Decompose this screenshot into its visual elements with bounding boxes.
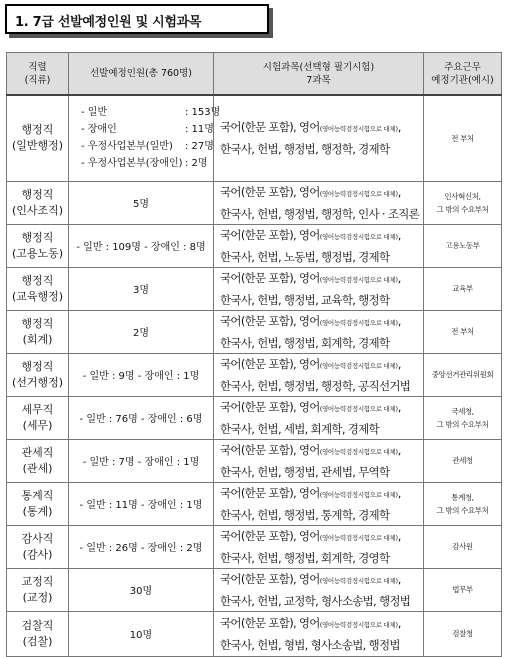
subjects-cell: 국어(한문 포함), 영어(영어능력검정시험으로 대체), 한국사, 헌법, 세법, 회계학, 경제학 — [214, 396, 424, 439]
count-item: - 일반 : 153명 — [81, 107, 221, 119]
position-cell: 행정직 (인사조직) — [7, 181, 69, 224]
position-cell: 검찰직 (검찰) — [7, 611, 69, 656]
count-item: - 우정사업본부(일반) : 27명 — [81, 141, 214, 153]
subjects-cell: 국어(한문 포함), 영어(영어능력검정시험으로 대체), 한국사, 헌법, 행정법, 행정학, 경제학 — [214, 95, 424, 181]
header-subjects: 시험과목(선택형 필기시험) 7과목 — [214, 53, 424, 96]
table-row — [7, 568, 502, 611]
table-row — [7, 482, 502, 525]
count-item: - 장애인 : 11명 — [81, 124, 214, 136]
agency-cell: 중앙선거관리위원회 — [424, 353, 502, 396]
subjects-cell: 국어(한문 포함), 영어(영어능력검정시험으로 대체), 한국사, 헌법, 행정법, 행정학, 공직선거법 — [214, 353, 424, 396]
header-agency: 주요근무 예정기관(예시) — [424, 53, 502, 96]
subjects-cell: 국어(한문 포함), 영어(영어능력검정시험으로 대체), 한국사, 헌법, 행정법, 교육학, 행정학 — [214, 267, 424, 310]
title-box — [5, 4, 269, 34]
count-cell: - 일반 : 109명 - 장애인 : 8명 — [69, 224, 214, 267]
agency-cell: 통계청, 그 밖의 수요부처 — [424, 482, 502, 525]
count-cell: - 일반 : 11명 - 장애인 : 1명 — [69, 482, 214, 525]
agency-cell: 검찰청 — [424, 611, 502, 656]
agency-cell: 교육부 — [424, 267, 502, 310]
agency-cell: 국세청, 그 밖의 수요부처 — [424, 396, 502, 439]
position-cell: 행정직 (선거행정) — [7, 353, 69, 396]
subjects-cell: 국어(한문 포함), 영어(영어능력검정시험으로 대체), 한국사, 헌법, 행정법, 통계학, 경제학 — [214, 482, 424, 525]
agency-cell: 관세청 — [424, 439, 502, 482]
subjects-cell: 국어(한문 포함), 영어(영어능력검정시험으로 대체), 한국사, 헌법, 행정법, 관세법, 무역학 — [214, 439, 424, 482]
subjects-cell: 국어(한문 포함), 영어(영어능력검정시험으로 대체), 한국사, 헌법, 행정법, 회계학, 경제학 — [214, 310, 424, 353]
count-cell: 30명 — [69, 568, 214, 611]
count-cell: 3명 — [69, 267, 214, 310]
position-cell: 감사직 (감사) — [7, 525, 69, 568]
header-position: 직렬 (직류) — [7, 53, 69, 96]
table-row — [7, 396, 502, 439]
position-cell: 통계직 (통계) — [7, 482, 69, 525]
table-header-row — [7, 53, 502, 96]
count-cell: - 일반 : 9명 - 장애인 : 1명 — [69, 353, 214, 396]
count-item: - 우정사업본부(장애인) : 2명 — [81, 158, 208, 170]
subjects-cell: 국어(한문 포함), 영어(영어능력검정시험으로 대체), 한국사, 헌법, 노동법, 행정법, 경제학 — [214, 224, 424, 267]
position-cell: 교정직 (교정) — [7, 568, 69, 611]
table-row — [7, 267, 502, 310]
table-row — [7, 439, 502, 482]
table-row — [7, 224, 502, 267]
count-cell: - 일반 : 76명 - 장애인 : 6명 — [69, 396, 214, 439]
agency-cell: 전 부처 — [424, 310, 502, 353]
page-title: 1. 7급 선발예정인원 및 시험과목 — [15, 15, 202, 30]
table-row — [7, 353, 502, 396]
table-row — [7, 95, 502, 181]
count-cell: 10명 — [69, 611, 214, 656]
position-cell: 행정직 (일반행정) — [7, 95, 69, 181]
count-cell: 5명 — [69, 181, 214, 224]
table-row — [7, 310, 502, 353]
agency-cell: 감사원 — [424, 525, 502, 568]
table-row — [7, 181, 502, 224]
subjects-cell: 국어(한문 포함), 영어(영어능력검정시험으로 대체), 한국사, 헌법, 행정법, 행정학, 인사 · 조직론 — [214, 181, 424, 224]
header-count: 선발예정인원(총 760명) — [69, 53, 214, 96]
subjects-cell: 국어(한문 포함), 영어(영어능력검정시험으로 대체), 한국사, 헌법, 행정법, 회계학, 경영학 — [214, 525, 424, 568]
position-cell: 세무직 (세무) — [7, 396, 69, 439]
count-cell: - 일반 : 26명 - 장애인 : 2명 — [69, 525, 214, 568]
table-row — [7, 525, 502, 568]
position-cell: 행정직 (회계) — [7, 310, 69, 353]
agency-cell: 법무부 — [424, 568, 502, 611]
count-cell: 2명 — [69, 310, 214, 353]
position-cell: 행정직 (교육행정) — [7, 267, 69, 310]
agency-cell: 인사혁신처, 그 밖의 수요부처 — [424, 181, 502, 224]
subjects-cell: 국어(한문 포함), 영어(영어능력검정시험으로 대체), 한국사, 헌법, 형법, 형사소송법, 행정법 — [214, 611, 424, 656]
agency-cell: 고용노동부 — [424, 224, 502, 267]
table-row — [7, 611, 502, 656]
count-cell: - 일반 : 7명 - 장애인 : 1명 — [69, 439, 214, 482]
position-cell: 관세직 (관세) — [7, 439, 69, 482]
count-cell — [69, 95, 221, 181]
position-cell: 행정직 (고용노동) — [7, 224, 69, 267]
exam-table — [6, 52, 502, 657]
subjects-cell: 국어(한문 포함), 영어(영어능력검정시험으로 대체), 한국사, 헌법, 교정학, 형사소송법, 행정법 — [214, 568, 424, 611]
agency-cell: 전 부처 — [424, 95, 502, 181]
